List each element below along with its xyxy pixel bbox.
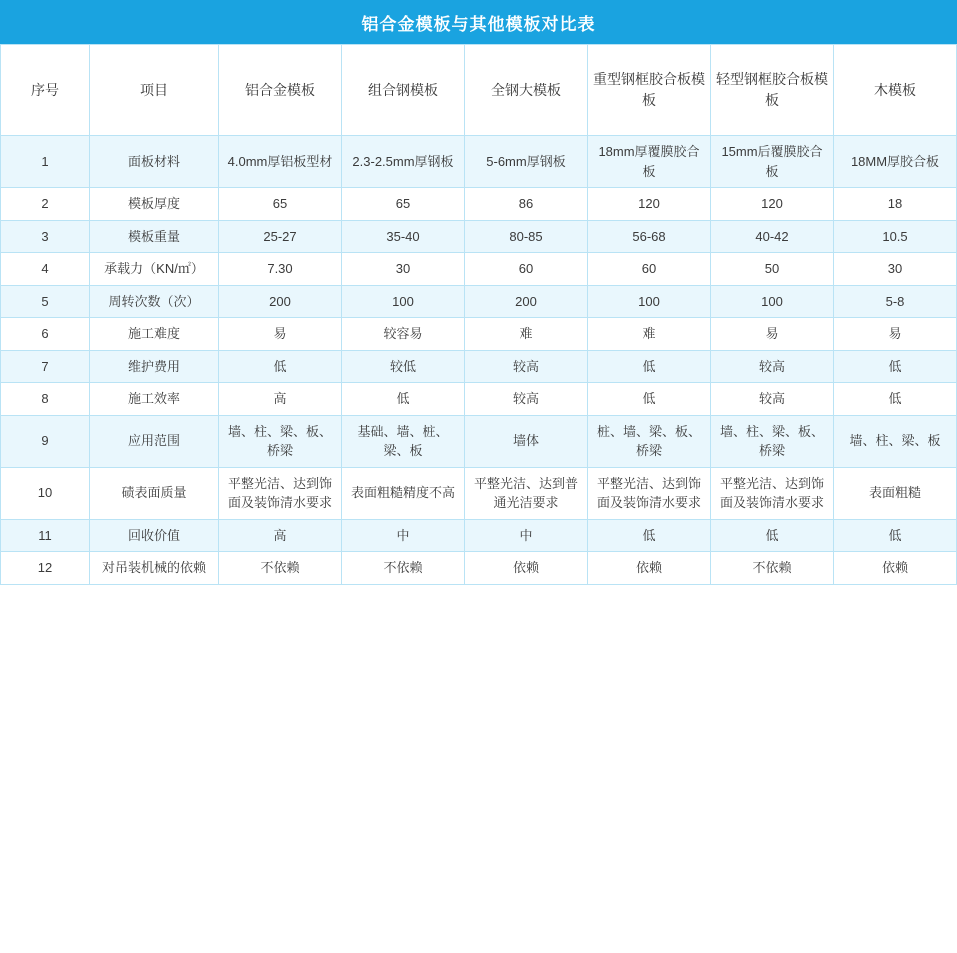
row-value-cell: 较高 bbox=[465, 350, 588, 383]
row-value-cell: 依赖 bbox=[834, 552, 957, 585]
row-index-cell: 10 bbox=[1, 467, 90, 519]
row-value-cell: 不依赖 bbox=[711, 552, 834, 585]
row-value-cell: 30 bbox=[342, 253, 465, 286]
row-index-cell: 8 bbox=[1, 383, 90, 416]
row-value-cell: 较低 bbox=[342, 350, 465, 383]
row-index-cell: 3 bbox=[1, 220, 90, 253]
row-item-cell: 施工难度 bbox=[90, 318, 219, 351]
table-row bbox=[1, 552, 957, 585]
row-value-cell: 较高 bbox=[711, 350, 834, 383]
row-value-cell: 30 bbox=[834, 253, 957, 286]
row-item-cell: 碛表面质量 bbox=[90, 467, 219, 519]
row-value-cell: 易 bbox=[711, 318, 834, 351]
row-value-cell: 5-6mm厚钢板 bbox=[465, 136, 588, 188]
column-header-heavy-steel-frame: 重型钢框胶合板模板 bbox=[588, 45, 711, 136]
row-value-cell: 较高 bbox=[465, 383, 588, 416]
column-header-light-steel-frame: 轻型钢框胶合板模板 bbox=[711, 45, 834, 136]
row-index-cell: 9 bbox=[1, 415, 90, 467]
table-row bbox=[1, 136, 957, 188]
row-index-cell: 12 bbox=[1, 552, 90, 585]
row-item-cell: 维护费用 bbox=[90, 350, 219, 383]
row-item-cell: 对吊装机械的依赖 bbox=[90, 552, 219, 585]
row-value-cell: 200 bbox=[219, 285, 342, 318]
column-header-aluminum: 铝合金模板 bbox=[219, 45, 342, 136]
row-value-cell: 较高 bbox=[711, 383, 834, 416]
table-row bbox=[1, 253, 957, 286]
row-value-cell: 低 bbox=[588, 350, 711, 383]
row-value-cell: 60 bbox=[588, 253, 711, 286]
page-title bbox=[0, 0, 957, 44]
row-value-cell: 平整光洁、达到饰面及装饰清水要求 bbox=[588, 467, 711, 519]
row-value-cell: 中 bbox=[342, 519, 465, 552]
row-value-cell: 56-68 bbox=[588, 220, 711, 253]
row-value-cell: 80-85 bbox=[465, 220, 588, 253]
row-item-cell: 应用范围 bbox=[90, 415, 219, 467]
row-index-cell: 11 bbox=[1, 519, 90, 552]
row-value-cell: 65 bbox=[342, 188, 465, 221]
row-value-cell: 25-27 bbox=[219, 220, 342, 253]
row-value-cell: 100 bbox=[342, 285, 465, 318]
row-value-cell: 18 bbox=[834, 188, 957, 221]
row-value-cell: 2.3-2.5mm厚钢板 bbox=[342, 136, 465, 188]
row-value-cell: 低 bbox=[834, 350, 957, 383]
table-row bbox=[1, 415, 957, 467]
row-item-cell: 面板材料 bbox=[90, 136, 219, 188]
row-value-cell: 难 bbox=[588, 318, 711, 351]
row-value-cell: 50 bbox=[711, 253, 834, 286]
row-value-cell: 依赖 bbox=[465, 552, 588, 585]
row-value-cell: 中 bbox=[465, 519, 588, 552]
row-value-cell: 易 bbox=[834, 318, 957, 351]
row-value-cell: 平整光洁、达到普通光洁要求 bbox=[465, 467, 588, 519]
row-value-cell: 桩、墙、梁、板、桥梁 bbox=[588, 415, 711, 467]
row-value-cell: 10.5 bbox=[834, 220, 957, 253]
row-item-cell: 施工效率 bbox=[90, 383, 219, 416]
row-value-cell: 依赖 bbox=[588, 552, 711, 585]
row-value-cell: 不依赖 bbox=[342, 552, 465, 585]
row-value-cell: 18MM厚胶合板 bbox=[834, 136, 957, 188]
table-row bbox=[1, 350, 957, 383]
row-value-cell: 低 bbox=[711, 519, 834, 552]
row-value-cell: 100 bbox=[588, 285, 711, 318]
row-value-cell: 120 bbox=[588, 188, 711, 221]
row-value-cell: 200 bbox=[465, 285, 588, 318]
row-value-cell: 7.30 bbox=[219, 253, 342, 286]
page-title-text: 铝合金模板与其他模板对比表 bbox=[361, 14, 596, 34]
row-value-cell: 基础、墙、桩、梁、板 bbox=[342, 415, 465, 467]
row-value-cell: 高 bbox=[219, 519, 342, 552]
row-value-cell: 120 bbox=[711, 188, 834, 221]
column-header-full-steel: 全钢大模板 bbox=[465, 45, 588, 136]
row-value-cell: 60 bbox=[465, 253, 588, 286]
row-index-cell: 1 bbox=[1, 136, 90, 188]
row-value-cell: 4.0mm厚铝板型材 bbox=[219, 136, 342, 188]
row-value-cell: 低 bbox=[588, 383, 711, 416]
row-value-cell: 40-42 bbox=[711, 220, 834, 253]
row-value-cell: 墙、柱、梁、板 bbox=[834, 415, 957, 467]
row-value-cell: 墙、柱、梁、板、桥梁 bbox=[219, 415, 342, 467]
row-value-cell: 35-40 bbox=[342, 220, 465, 253]
row-item-cell: 承载力（KN/㎡） bbox=[90, 253, 219, 286]
row-value-cell: 5-8 bbox=[834, 285, 957, 318]
table-row bbox=[1, 467, 957, 519]
row-value-cell: 65 bbox=[219, 188, 342, 221]
row-value-cell: 不依赖 bbox=[219, 552, 342, 585]
table-body bbox=[1, 136, 957, 585]
row-value-cell: 低 bbox=[588, 519, 711, 552]
row-value-cell: 15mm后覆膜胶合板 bbox=[711, 136, 834, 188]
table-row bbox=[1, 220, 957, 253]
table-header-row bbox=[1, 45, 957, 136]
row-value-cell: 平整光洁、达到饰面及装饰清水要求 bbox=[219, 467, 342, 519]
row-index-cell: 5 bbox=[1, 285, 90, 318]
table-row bbox=[1, 188, 957, 221]
row-item-cell: 模板厚度 bbox=[90, 188, 219, 221]
row-index-cell: 2 bbox=[1, 188, 90, 221]
row-value-cell: 18mm厚覆膜胶合板 bbox=[588, 136, 711, 188]
row-value-cell: 低 bbox=[834, 383, 957, 416]
row-value-cell: 较容易 bbox=[342, 318, 465, 351]
column-header-combined-steel: 组合钢模板 bbox=[342, 45, 465, 136]
row-value-cell: 低 bbox=[219, 350, 342, 383]
row-value-cell: 低 bbox=[834, 519, 957, 552]
row-index-cell: 6 bbox=[1, 318, 90, 351]
row-item-cell: 周转次数（次） bbox=[90, 285, 219, 318]
comparison-table bbox=[0, 44, 957, 585]
row-value-cell: 墙、柱、梁、板、桥梁 bbox=[711, 415, 834, 467]
table-row bbox=[1, 519, 957, 552]
row-value-cell: 墙体 bbox=[465, 415, 588, 467]
row-index-cell: 4 bbox=[1, 253, 90, 286]
row-value-cell: 难 bbox=[465, 318, 588, 351]
row-value-cell: 100 bbox=[711, 285, 834, 318]
table-row bbox=[1, 318, 957, 351]
column-header-index: 序号 bbox=[1, 45, 90, 136]
row-value-cell: 低 bbox=[342, 383, 465, 416]
table-row bbox=[1, 285, 957, 318]
row-value-cell: 86 bbox=[465, 188, 588, 221]
row-value-cell: 易 bbox=[219, 318, 342, 351]
column-header-wood: 木模板 bbox=[834, 45, 957, 136]
row-index-cell: 7 bbox=[1, 350, 90, 383]
row-value-cell: 平整光洁、达到饰面及装饰清水要求 bbox=[711, 467, 834, 519]
table-row bbox=[1, 383, 957, 416]
row-item-cell: 回收价值 bbox=[90, 519, 219, 552]
row-value-cell: 表面粗糙精度不高 bbox=[342, 467, 465, 519]
row-value-cell: 高 bbox=[219, 383, 342, 416]
column-header-item: 项目 bbox=[90, 45, 219, 136]
row-item-cell: 模板重量 bbox=[90, 220, 219, 253]
row-value-cell: 表面粗糙 bbox=[834, 467, 957, 519]
